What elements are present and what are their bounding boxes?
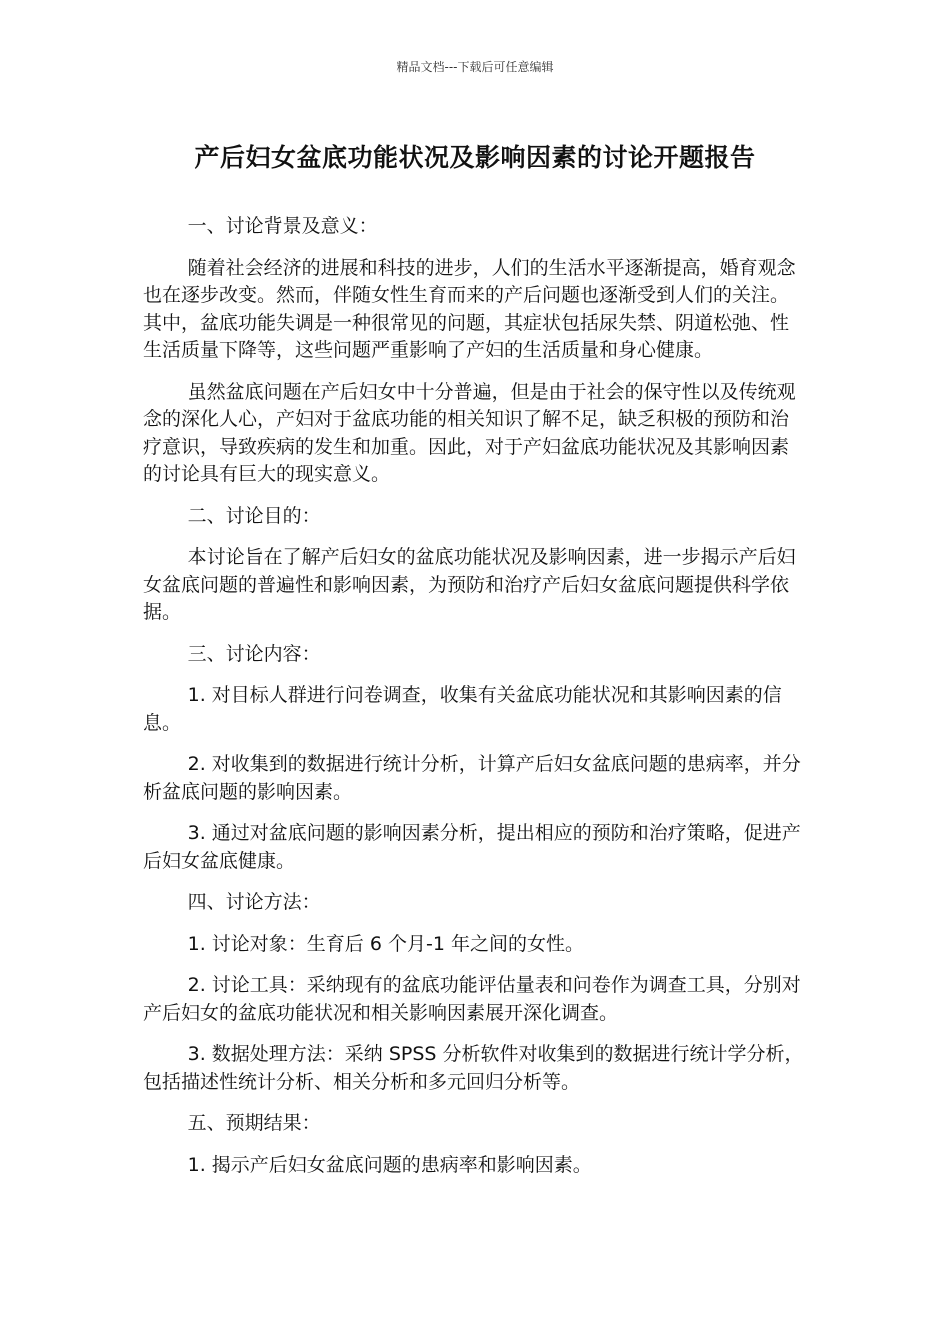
page-title: 产后妇女盆底功能状况及影响因素的讨论开题报告 (194, 143, 756, 172)
header-note: 精品文档---下载后可任意编辑 (396, 60, 554, 74)
list-item-method-3: 3. 数据处理方法：采纳 SPSS 分析软件对收集到的数据进行统计学分析，包括描述性统计分析、相关分析和多元回归分析等。 (143, 1043, 804, 1093)
list-item-method-1: 1. 讨论对象：生育后 6 个月-1 年之间的女性。 (187, 932, 584, 955)
list-item-content-2: 2. 对收集到的数据进行统计分析，计算产后妇女盆底问题的患病率，并分析盆底问题的影响因素。 (143, 753, 801, 803)
paragraph-background-1: 随着社会经济的进展和科技的进步，人们的生活水平逐渐提高，婚育观念也在逐步改变。然而，伴随女性生育而来的产后问题也逐渐受到人们的关注。其中，盆底功能失调是一种很常见的问题，其症状包括尿失禁、阴道松弛、性生活质量下降等，这些问题严重影响了产妇的生活质量和身心健康。 (143, 256, 796, 361)
paragraph-purpose: 本讨论旨在了解产后妇女的盆底功能状况及影响因素，进一步揭示产后妇女盆底问题的普遍性和影响因素，为预防和治疗产后妇女盆底问题提供科学依据。 (143, 546, 796, 623)
section-heading-method: 四、讨论方法： (187, 891, 321, 913)
list-item-content-1: 1. 对目标人群进行问卷调查，收集有关盆底功能状况和其影响因素的信息。 (143, 684, 782, 734)
paragraph-background-2: 虽然盆底问题在产后妇女中十分普遍，但是由于社会的保守性以及传统观念的深化人心，产妇对于盆底功能的相关知识了解不足，缺乏积极的预防和治疗意识，导致疾病的发生和加重。因此，对于产妇盆底功能状况及其影响因素的讨论具有巨大的现实意义。 (143, 380, 796, 485)
section-heading-purpose: 二、讨论目的： (187, 504, 321, 527)
section-heading-background: 一、讨论背景及意义： (187, 215, 378, 237)
section-heading-content: 三、讨论内容： (187, 642, 321, 665)
section-heading-expected: 五、预期结果： (187, 1112, 321, 1134)
document-body (143, 213, 805, 1193)
list-item-content-3: 3. 通过对盆底问题的影响因素分析，提出相应的预防和治疗策略，促进产后妇女盆底健康。 (143, 822, 801, 872)
list-item-method-2: 2. 讨论工具：采纳现有的盆底功能评估量表和问卷作为调查工具，分别对产后妇女的盆底功能状况和相关影响因素展开深化调查。 (143, 974, 801, 1024)
list-item-expected-1: 1. 揭示产后妇女盆底问题的患病率和影响因素。 (187, 1153, 592, 1176)
